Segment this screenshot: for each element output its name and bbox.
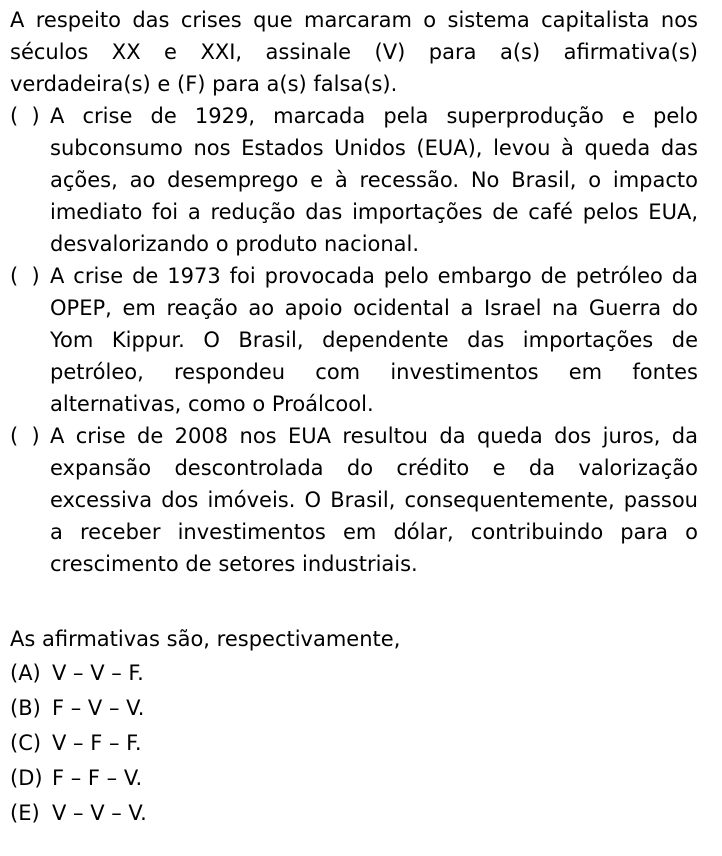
option-text: V – V – F.: [52, 661, 144, 685]
statement-text: A crise de 2008 nos EUA resultou da queda dos juros, da expansão descontrolada do crédito e da valorização excessiva dos imóveis. O Brasil, consequentemente, passou a receber investimentos em dólar, contribuindo para o crescimento de setores industriais.: [50, 424, 698, 576]
option-e[interactable]: [10, 796, 698, 831]
question-prompt: As afirmativas são, respectivamente,: [10, 627, 401, 651]
statement-list: [10, 100, 698, 580]
option-d[interactable]: [10, 761, 698, 796]
option-letter: (B): [10, 696, 41, 720]
option-letter: (E): [10, 801, 40, 825]
answer-blank: ( ): [10, 264, 40, 288]
option-text: F – F – V.: [52, 766, 143, 790]
option-text: V – V – V.: [52, 801, 147, 825]
option-letter: (C): [10, 731, 42, 755]
statement-text: A crise de 1973 foi provocada pelo embargo de petróleo da OPEP, em reação ao apoio ocidental a Israel na Guerra do Yom Kippur. O Brasil, dependente das importações de petróleo, respondeu com investimentos em fontes alternativas, como o Proálcool.: [50, 264, 698, 416]
option-b[interactable]: [10, 691, 698, 726]
statement-item: [10, 420, 698, 580]
option-c[interactable]: [10, 726, 698, 761]
answer-blank: ( ): [10, 424, 40, 448]
section-spacer: [10, 580, 698, 622]
answer-options: [10, 656, 698, 831]
option-letter: (A): [10, 661, 41, 685]
option-text: V – F – F.: [52, 731, 142, 755]
answer-blank: ( ): [10, 104, 40, 128]
question-intro: A respeito das crises que marcaram o sistema capitalista nos séculos XX e XXI, assinale (V) para a(s) afirmativa(s) verdadeira(s) e (F) para a(s) falsa(s).: [10, 8, 698, 96]
statement-item: [10, 260, 698, 420]
statement-item: [10, 100, 698, 260]
statement-text: A crise de 1929, marcada pela superprodução e pelo subconsumo nos Estados Unidos (EUA), levou à queda das ações, ao desemprego e à recessão. No Brasil, o impacto imediato foi a redução das importações de café pelos EUA, desvalorizando o produto nacional.: [50, 104, 698, 256]
option-text: F – V – V.: [52, 696, 145, 720]
option-a[interactable]: [10, 656, 698, 691]
option-letter: (D): [10, 766, 43, 790]
